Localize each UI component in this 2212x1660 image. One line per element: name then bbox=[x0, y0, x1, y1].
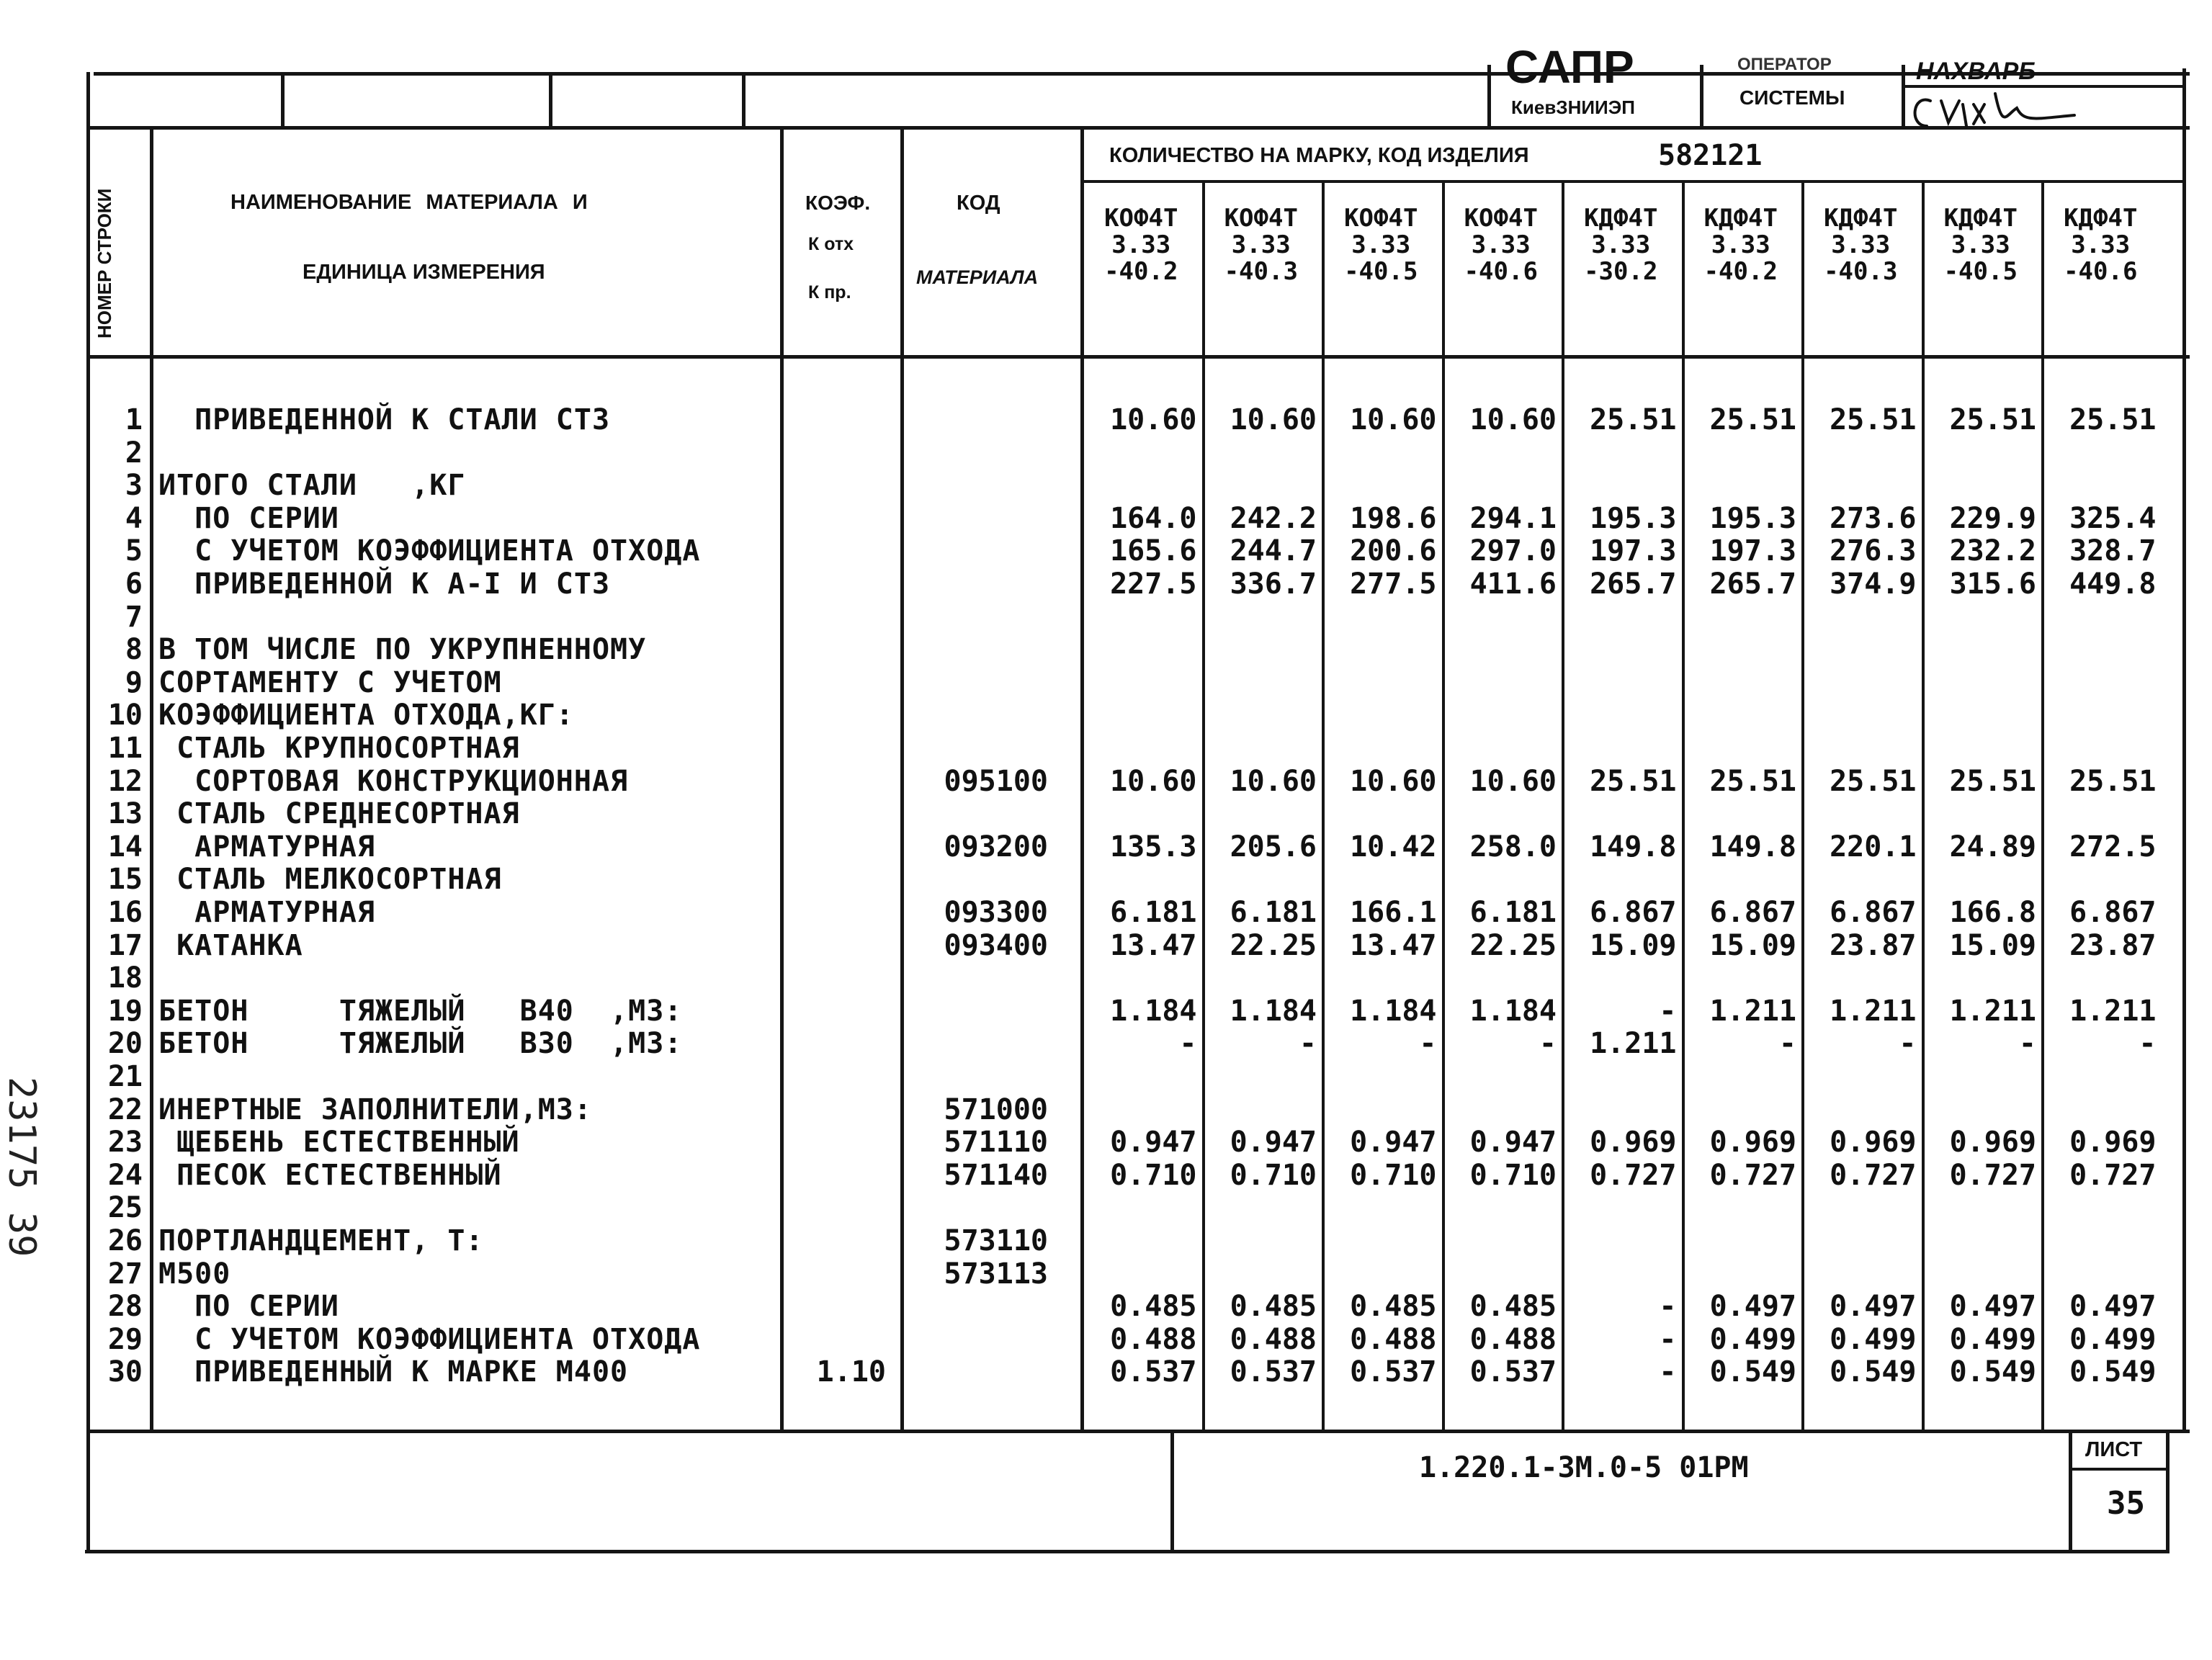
row-number: 28 bbox=[107, 1290, 143, 1324]
row-number: 4 bbox=[125, 501, 143, 535]
column-header: КДФ4Т 3.33 -40.6 bbox=[2064, 204, 2138, 286]
row-value: 273.6 bbox=[1830, 501, 1917, 535]
row-name: БЕТОН ТЯЖЕЛЫЙ В40 ,М3: bbox=[158, 994, 683, 1028]
row-name: С УЧЕТОМ КОЭФФИЦИЕНТА ОТХОДА bbox=[158, 534, 701, 568]
column-header: КДФ4Т 3.33 -40.3 bbox=[1824, 204, 1898, 286]
row-value: 197.3 bbox=[1590, 534, 1677, 568]
sheet-label: ЛИСТ bbox=[2085, 1438, 2143, 1461]
row-value: 25.51 bbox=[1949, 764, 2036, 798]
row-value: 10.42 bbox=[1350, 830, 1437, 863]
row-name: ПРИВЕДЕННОЙ К СТАЛИ СТ3 bbox=[158, 403, 611, 436]
row-value: 25.51 bbox=[2069, 403, 2157, 436]
row-value: 10.60 bbox=[1350, 764, 1437, 798]
row-value: 6.181 bbox=[1110, 896, 1197, 929]
coef-k-pr: К пр. bbox=[808, 282, 851, 302]
frame-right-line bbox=[2182, 68, 2186, 1430]
row-value: 0.488 bbox=[1469, 1322, 1557, 1356]
row-number: 14 bbox=[107, 830, 143, 863]
row-number: 25 bbox=[107, 1191, 143, 1225]
row-code: 093300 bbox=[944, 896, 1048, 929]
row-value: 0.485 bbox=[1350, 1290, 1437, 1324]
row-name: СТАЛЬ МЕЛКОСОРТНАЯ bbox=[158, 863, 502, 897]
row-code: 093400 bbox=[944, 928, 1048, 962]
row-value: 325.4 bbox=[2069, 501, 2157, 535]
row-number: 17 bbox=[107, 928, 143, 962]
row-value: 276.3 bbox=[1830, 534, 1917, 568]
row-value: 165.6 bbox=[1110, 534, 1197, 568]
row-value: - bbox=[2139, 1027, 2157, 1061]
row-value: 164.0 bbox=[1110, 501, 1197, 535]
row-value: 25.51 bbox=[2069, 764, 2157, 798]
row-value: 0.727 bbox=[1949, 1158, 2036, 1192]
row-code: 571140 bbox=[944, 1158, 1048, 1192]
row-value: 25.51 bbox=[1590, 764, 1677, 798]
row-value: 265.7 bbox=[1590, 567, 1677, 601]
row-value: 0.727 bbox=[1709, 1158, 1796, 1192]
row-value: 15.09 bbox=[1590, 928, 1677, 962]
row-value: 277.5 bbox=[1350, 567, 1437, 601]
frame-header-line bbox=[86, 126, 2190, 130]
row-value: 220.1 bbox=[1830, 830, 1917, 863]
row-value: 0.969 bbox=[1709, 1126, 1796, 1159]
row-value: 0.710 bbox=[1230, 1158, 1317, 1192]
row-value: 0.488 bbox=[1110, 1322, 1197, 1356]
row-value: 272.5 bbox=[2069, 830, 2157, 863]
row-value: 135.3 bbox=[1110, 830, 1197, 863]
row-number: 5 bbox=[125, 534, 143, 568]
frame-table-bottom-line bbox=[86, 1430, 2190, 1433]
row-value: 1.211 bbox=[1590, 1027, 1677, 1061]
row-value: 166.8 bbox=[1949, 896, 2036, 929]
row-value: 6.181 bbox=[1230, 896, 1317, 929]
row-number: 18 bbox=[107, 961, 143, 995]
name-label-line1: НАИМЕНОВАНИЕ МАТЕРИАЛА И bbox=[230, 191, 588, 214]
row-number: 20 bbox=[107, 1027, 143, 1061]
row-value: 22.25 bbox=[1469, 928, 1557, 962]
row-value: 25.51 bbox=[1830, 764, 1917, 798]
row-value: 149.8 bbox=[1590, 830, 1677, 863]
row-value: - bbox=[1659, 1290, 1677, 1324]
row-value: 374.9 bbox=[1830, 567, 1917, 601]
row-value: 1.211 bbox=[1949, 994, 2036, 1028]
row-value: 0.485 bbox=[1230, 1290, 1317, 1324]
frame-top-line bbox=[94, 72, 2190, 76]
row-value: 0.485 bbox=[1469, 1290, 1557, 1324]
row-value: - bbox=[1299, 1027, 1317, 1061]
name-label-line2: ЕДИНИЦА ИЗМЕРЕНИЯ bbox=[303, 261, 545, 284]
row-value: 0.497 bbox=[1709, 1290, 1796, 1324]
row-value: 411.6 bbox=[1469, 567, 1557, 601]
col-divider bbox=[900, 126, 904, 1433]
row-number: 8 bbox=[125, 633, 143, 667]
row-value: 0.497 bbox=[2069, 1290, 2157, 1324]
row-value: 13.47 bbox=[1110, 928, 1197, 962]
row-value: 0.969 bbox=[1590, 1126, 1677, 1159]
stamp-divider bbox=[549, 72, 552, 128]
stamp-divider bbox=[1700, 65, 1703, 128]
row-value: 149.8 bbox=[1709, 830, 1796, 863]
row-value: 23.87 bbox=[1830, 928, 1917, 962]
stamp-divider bbox=[1902, 65, 1905, 128]
col-divider bbox=[1801, 180, 1804, 1433]
row-value: 336.7 bbox=[1230, 567, 1317, 601]
row-value: - bbox=[1539, 1027, 1557, 1061]
row-value: 0.727 bbox=[1830, 1158, 1917, 1192]
sheet-number: 35 bbox=[2107, 1485, 2145, 1522]
row-value: 0.537 bbox=[1230, 1355, 1317, 1389]
system-title: САПР bbox=[1505, 42, 1634, 86]
document-code: 1.220.1-3М.0-5 01РМ bbox=[1419, 1451, 1749, 1484]
row-value: 6.181 bbox=[1469, 896, 1557, 929]
column-header: КОФ4Т 3.33 -40.5 bbox=[1344, 204, 1418, 286]
row-name: М500 bbox=[158, 1257, 231, 1291]
stamp-divider bbox=[1487, 65, 1491, 128]
row-value: 0.499 bbox=[1949, 1322, 2036, 1356]
row-value: 0.488 bbox=[1350, 1322, 1437, 1356]
row-number: 19 bbox=[107, 994, 143, 1028]
row-number: 24 bbox=[107, 1158, 143, 1192]
row-code: 095100 bbox=[944, 764, 1048, 798]
row-value: 1.184 bbox=[1350, 994, 1437, 1028]
row-number: 26 bbox=[107, 1224, 143, 1257]
row-value: 195.3 bbox=[1709, 501, 1796, 535]
row-value: 265.7 bbox=[1709, 567, 1796, 601]
row-name: ПЕСОК ЕСТЕСТВЕННЫЙ bbox=[158, 1158, 502, 1192]
row-number-label: НОМЕР СТРОКИ bbox=[94, 188, 115, 338]
row-name: ПОРТЛАНДЦЕМЕНТ, Т: bbox=[158, 1224, 484, 1257]
row-value: 25.51 bbox=[1830, 403, 1917, 436]
row-number: 21 bbox=[107, 1060, 143, 1093]
signature bbox=[1909, 86, 2096, 137]
row-value: 0.947 bbox=[1350, 1126, 1437, 1159]
row-value: 0.969 bbox=[1830, 1126, 1917, 1159]
row-number: 2 bbox=[125, 436, 143, 470]
operator-header: ОПЕРАТОР bbox=[1737, 55, 1832, 71]
row-code: 571000 bbox=[944, 1093, 1048, 1126]
row-value: 1.211 bbox=[1709, 994, 1796, 1028]
stamp-divider bbox=[281, 72, 285, 128]
row-number: 13 bbox=[107, 797, 143, 831]
row-value: - bbox=[1659, 1322, 1677, 1356]
row-value: 0.710 bbox=[1350, 1158, 1437, 1192]
row-number: 15 bbox=[107, 863, 143, 897]
row-value: 197.3 bbox=[1709, 534, 1796, 568]
row-value: - bbox=[1419, 1027, 1437, 1061]
row-value: 195.3 bbox=[1590, 501, 1677, 535]
row-value: 315.6 bbox=[1949, 567, 2036, 601]
code-label-line1: КОД bbox=[957, 192, 1000, 215]
row-code: 571110 bbox=[944, 1126, 1048, 1159]
row-value: 1.184 bbox=[1469, 994, 1557, 1028]
col-divider bbox=[1562, 180, 1564, 1433]
row-value: 200.6 bbox=[1350, 534, 1437, 568]
row-value: 297.0 bbox=[1469, 534, 1557, 568]
row-value: 10.60 bbox=[1110, 764, 1197, 798]
row-name: ИНЕРТНЫЕ ЗАПОЛНИТЕЛИ,М3: bbox=[158, 1093, 592, 1126]
row-value: 242.2 bbox=[1230, 501, 1317, 535]
row-value: 0.537 bbox=[1469, 1355, 1557, 1389]
code-label-line2: МАТЕРИАЛА bbox=[916, 266, 1039, 288]
column-header: КДФ4Т 3.33 -40.5 bbox=[1943, 204, 2018, 286]
quantity-label: КОЛИЧЕСТВО НА МАРКУ, КОД ИЗДЕЛИЯ bbox=[1109, 144, 1529, 167]
row-value: 13.47 bbox=[1350, 928, 1437, 962]
row-value: 0.969 bbox=[2069, 1126, 2157, 1159]
row-value: 229.9 bbox=[1949, 501, 2036, 535]
row-value: 10.60 bbox=[1110, 403, 1197, 436]
row-number: 29 bbox=[107, 1322, 143, 1356]
row-value: 449.8 bbox=[2069, 567, 2157, 601]
row-number: 1 bbox=[125, 403, 143, 436]
row-value: 1.211 bbox=[2069, 994, 2157, 1028]
row-name: С УЧЕТОМ КОЭФФИЦИЕНТА ОТХОДА bbox=[158, 1322, 701, 1356]
row-number: 6 bbox=[125, 567, 143, 601]
qty-header-line bbox=[1080, 180, 2186, 183]
row-value: 232.2 bbox=[1949, 534, 2036, 568]
row-number: 16 bbox=[107, 896, 143, 929]
row-value: 258.0 bbox=[1469, 830, 1557, 863]
col-divider bbox=[1922, 180, 1925, 1433]
row-value: 1.184 bbox=[1110, 994, 1197, 1028]
side-stamp: 23175 39 bbox=[0, 1077, 43, 1257]
row-code: 573113 bbox=[944, 1257, 1048, 1291]
column-header: КОФ4Т 3.33 -40.3 bbox=[1224, 204, 1298, 286]
row-value: 10.60 bbox=[1230, 403, 1317, 436]
row-code: 573110 bbox=[944, 1224, 1048, 1257]
org-name: КиевЗНИИЭП bbox=[1511, 97, 1635, 118]
frame-left-line bbox=[86, 72, 90, 1553]
row-value: 0.710 bbox=[1110, 1158, 1197, 1192]
row-number: 9 bbox=[125, 665, 143, 699]
row-value: 0.537 bbox=[1110, 1355, 1197, 1389]
row-number: 11 bbox=[107, 732, 143, 765]
row-value: - bbox=[1778, 1027, 1796, 1061]
row-value: 6.867 bbox=[1709, 896, 1796, 929]
row-value: 25.51 bbox=[1590, 403, 1677, 436]
row-value: 0.549 bbox=[1949, 1355, 2036, 1389]
column-header: КДФ4Т 3.33 -40.2 bbox=[1703, 204, 1778, 286]
row-value: 10.60 bbox=[1469, 764, 1557, 798]
footer-divider bbox=[2069, 1468, 2170, 1471]
col-divider bbox=[2041, 180, 2044, 1433]
row-name: БЕТОН ТЯЖЕЛЫЙ В30 ,М3: bbox=[158, 1027, 683, 1061]
row-value: 0.537 bbox=[1350, 1355, 1437, 1389]
row-value: 10.60 bbox=[1230, 764, 1317, 798]
row-code: 093200 bbox=[944, 830, 1048, 863]
row-value: 0.497 bbox=[1830, 1290, 1917, 1324]
stamp-divider bbox=[742, 72, 745, 128]
row-value: 166.1 bbox=[1350, 896, 1437, 929]
row-value: 1.184 bbox=[1230, 994, 1317, 1028]
col-divider bbox=[1322, 180, 1325, 1433]
row-value: 6.867 bbox=[1830, 896, 1917, 929]
row-value: 0.497 bbox=[1949, 1290, 2036, 1324]
row-name: АРМАТУРНАЯ bbox=[158, 896, 375, 929]
row-value: 25.51 bbox=[1709, 403, 1796, 436]
row-value: 0.499 bbox=[1830, 1322, 1917, 1356]
column-header: КОФ4Т 3.33 -40.6 bbox=[1464, 204, 1538, 286]
product-code: 582121 bbox=[1658, 139, 1763, 172]
row-value: 0.499 bbox=[1709, 1322, 1796, 1356]
row-value: 0.727 bbox=[1590, 1158, 1677, 1192]
row-number: 10 bbox=[107, 699, 143, 732]
row-name: СОРТОВАЯ КОНСТРУКЦИОННАЯ bbox=[158, 764, 629, 798]
footer-divider bbox=[2069, 1430, 2072, 1552]
row-value: 0.969 bbox=[1949, 1126, 2036, 1159]
row-value: 244.7 bbox=[1230, 534, 1317, 568]
row-value: 15.09 bbox=[1709, 928, 1796, 962]
row-value: 0.549 bbox=[1709, 1355, 1796, 1389]
row-value: 22.25 bbox=[1230, 928, 1317, 962]
row-name: КОЭФФИЦИЕНТА ОТХОДА,КГ: bbox=[158, 699, 574, 732]
row-coef: 1.10 bbox=[816, 1355, 886, 1389]
row-name: АРМАТУРНАЯ bbox=[158, 830, 375, 863]
row-name: ЩЕБЕНЬ ЕСТЕСТВЕННЫЙ bbox=[158, 1126, 520, 1159]
row-number: 3 bbox=[125, 469, 143, 503]
frame-right-line-lower bbox=[2166, 1430, 2170, 1553]
row-value: - bbox=[1179, 1027, 1197, 1061]
row-value: 0.485 bbox=[1110, 1290, 1197, 1324]
column-header: КДФ4Т 3.33 -30.2 bbox=[1584, 204, 1658, 286]
col-divider bbox=[1682, 180, 1685, 1433]
row-value: - bbox=[1659, 1355, 1677, 1389]
row-number: 27 bbox=[107, 1257, 143, 1291]
row-value: - bbox=[2018, 1027, 2036, 1061]
row-name: СТАЛЬ СРЕДНЕСОРТНАЯ bbox=[158, 797, 520, 831]
row-value: 0.947 bbox=[1230, 1126, 1317, 1159]
col-divider bbox=[1442, 180, 1445, 1433]
row-name: СТАЛЬ КРУПНОСОРТНАЯ bbox=[158, 732, 520, 765]
row-value: 10.60 bbox=[1350, 403, 1437, 436]
coef-label: КОЭФ. bbox=[805, 192, 871, 214]
row-value: 0.727 bbox=[2069, 1158, 2157, 1192]
row-name: В ТОМ ЧИСЛЕ ПО УКРУПНЕННОМУ bbox=[158, 633, 647, 667]
column-header: КОФ4Т 3.33 -40.2 bbox=[1104, 204, 1178, 286]
frame-bottom-line bbox=[85, 1550, 2168, 1553]
row-value: 15.09 bbox=[1949, 928, 2036, 962]
row-value: 294.1 bbox=[1469, 501, 1557, 535]
row-value: 0.488 bbox=[1230, 1322, 1317, 1356]
row-value: - bbox=[1659, 994, 1677, 1028]
coef-k-otx: К отх bbox=[808, 234, 854, 254]
row-name: ИТОГО СТАЛИ ,КГ bbox=[158, 469, 466, 503]
row-value: 328.7 bbox=[2069, 534, 2157, 568]
checker-name: НАХВАРБ bbox=[1916, 58, 2036, 79]
row-value: 1.211 bbox=[1830, 994, 1917, 1028]
row-value: 23.87 bbox=[2069, 928, 2157, 962]
row-value: 227.5 bbox=[1110, 567, 1197, 601]
row-name: СОРТАМЕНТУ С УЧЕТОМ bbox=[158, 665, 502, 699]
col-divider bbox=[150, 126, 153, 1433]
row-value: 6.867 bbox=[2069, 896, 2157, 929]
row-name: ПРИВЕДЕННЫЙ К МАРКЕ М400 bbox=[158, 1355, 629, 1389]
footer-divider bbox=[1170, 1430, 1174, 1552]
row-value: 0.947 bbox=[1469, 1126, 1557, 1159]
row-value: - bbox=[1899, 1027, 1917, 1061]
row-number: 22 bbox=[107, 1093, 143, 1126]
row-value: 24.89 bbox=[1949, 830, 2036, 863]
row-name: ПО СЕРИИ bbox=[158, 1290, 339, 1324]
frame-header-bottom-line bbox=[86, 355, 2190, 359]
row-name: ПРИВЕДЕННОЙ К А-I И СТ3 bbox=[158, 567, 611, 601]
row-number: 30 bbox=[107, 1355, 143, 1389]
row-value: 0.710 bbox=[1469, 1158, 1557, 1192]
row-name: ПО СЕРИИ bbox=[158, 501, 339, 535]
row-value: 0.549 bbox=[1830, 1355, 1917, 1389]
row-value: 25.51 bbox=[1709, 764, 1796, 798]
operator-label: СИСТЕМЫ bbox=[1739, 86, 1845, 109]
row-value: 0.499 bbox=[2069, 1322, 2157, 1356]
row-number: 12 bbox=[107, 764, 143, 798]
col-divider bbox=[1202, 180, 1205, 1433]
row-value: 0.947 bbox=[1110, 1126, 1197, 1159]
row-value: 6.867 bbox=[1590, 896, 1677, 929]
row-value: 0.549 bbox=[2069, 1355, 2157, 1389]
row-value: 25.51 bbox=[1949, 403, 2036, 436]
row-value: 198.6 bbox=[1350, 501, 1437, 535]
row-value: 205.6 bbox=[1230, 830, 1317, 863]
col-divider bbox=[780, 126, 784, 1433]
row-number: 23 bbox=[107, 1126, 143, 1159]
row-number: 7 bbox=[125, 600, 143, 634]
row-name: КАТАНКА bbox=[158, 928, 303, 962]
row-value: 10.60 bbox=[1469, 403, 1557, 436]
